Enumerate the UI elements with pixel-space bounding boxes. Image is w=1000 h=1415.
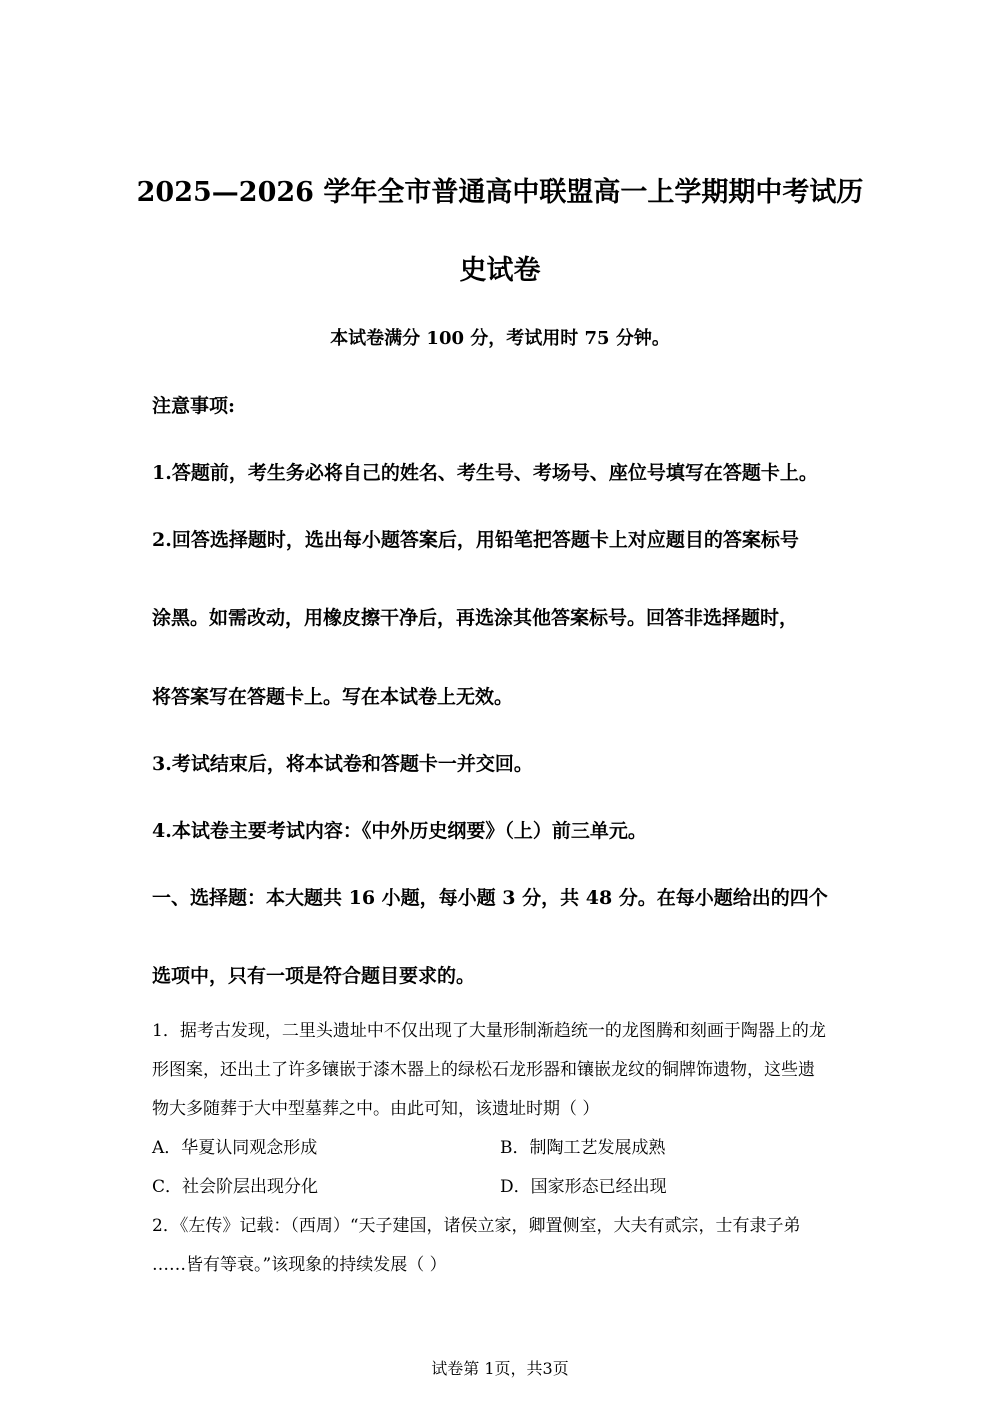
- question-1-option-b: B．制陶工艺发展成熟: [500, 1138, 666, 1158]
- section-header-line1: 一、选择题：本大题共 16 小题，每小题 3 分，共 48 分。在每小题给出的四个: [152, 887, 828, 909]
- question-1-option-c: C．社会阶层出现分化: [152, 1177, 319, 1197]
- notice-item-3: 3.考试结束后，将本试卷和答题卡一并交回。: [152, 753, 533, 775]
- section-header-line2: 选项中，只有一项是符合题目要求的。: [152, 965, 476, 987]
- notice-item-1: 1.答题前，考生务必将自己的姓名、考生号、考场号、座位号填写在答题卡上。: [152, 462, 818, 484]
- question-2-line1: 2．《左传》记载：（西周）“天子建国，诸侯立家，卿置侧室，大夫有贰宗，士有隶子弟: [152, 1216, 801, 1236]
- exam-info: 本试卷满分 100 分，考试用时 75 分钟。: [330, 328, 670, 349]
- page-footer: 试卷第 1页，共3页: [431, 1359, 569, 1378]
- question-2-line2: ……皆有等衰。”该现象的持续发展（ ）: [152, 1255, 447, 1275]
- question-1-line1: 1．据考古发现，二里头遗址中不仅出现了大量形制渐趋统一的龙图腾和刻画于陶器上的龙: [152, 1021, 826, 1041]
- notice-heading: 注意事项:: [152, 395, 236, 417]
- exam-title-line1: 2025—2026 学年全市普通高中联盟高一上学期期中考试历: [136, 177, 864, 208]
- question-1-line2: 形图案，还出土了许多镶嵌于漆木器上的绿松石龙形器和镶嵌龙纹的铜牌饰遗物，这些遗: [152, 1060, 815, 1080]
- question-1-option-d: D．国家形态已经出现: [500, 1177, 667, 1197]
- notice-item-2-line3: 将答案写在答题卡上。写在本试卷上无效。: [152, 686, 514, 708]
- question-1-option-a: A．华夏认同观念形成: [152, 1138, 318, 1158]
- exam-title-line2: 史试卷: [459, 255, 541, 286]
- question-1-line3: 物大多随葬于大中型墓葬之中。由此可知，该遗址时期（ ）: [152, 1099, 600, 1119]
- notice-item-2-line2: 涂黑。如需改动，用橡皮擦干净后，再选涂其他答案标号。回答非选择题时，: [152, 607, 799, 629]
- notice-item-2-line1: 2.回答选择题时，选出每小题答案后，用铅笔把答题卡上对应题目的答案标号: [152, 529, 799, 551]
- notice-item-4: 4.本试卷主要考试内容：《中外历史纲要》（上）前三单元。: [152, 820, 647, 842]
